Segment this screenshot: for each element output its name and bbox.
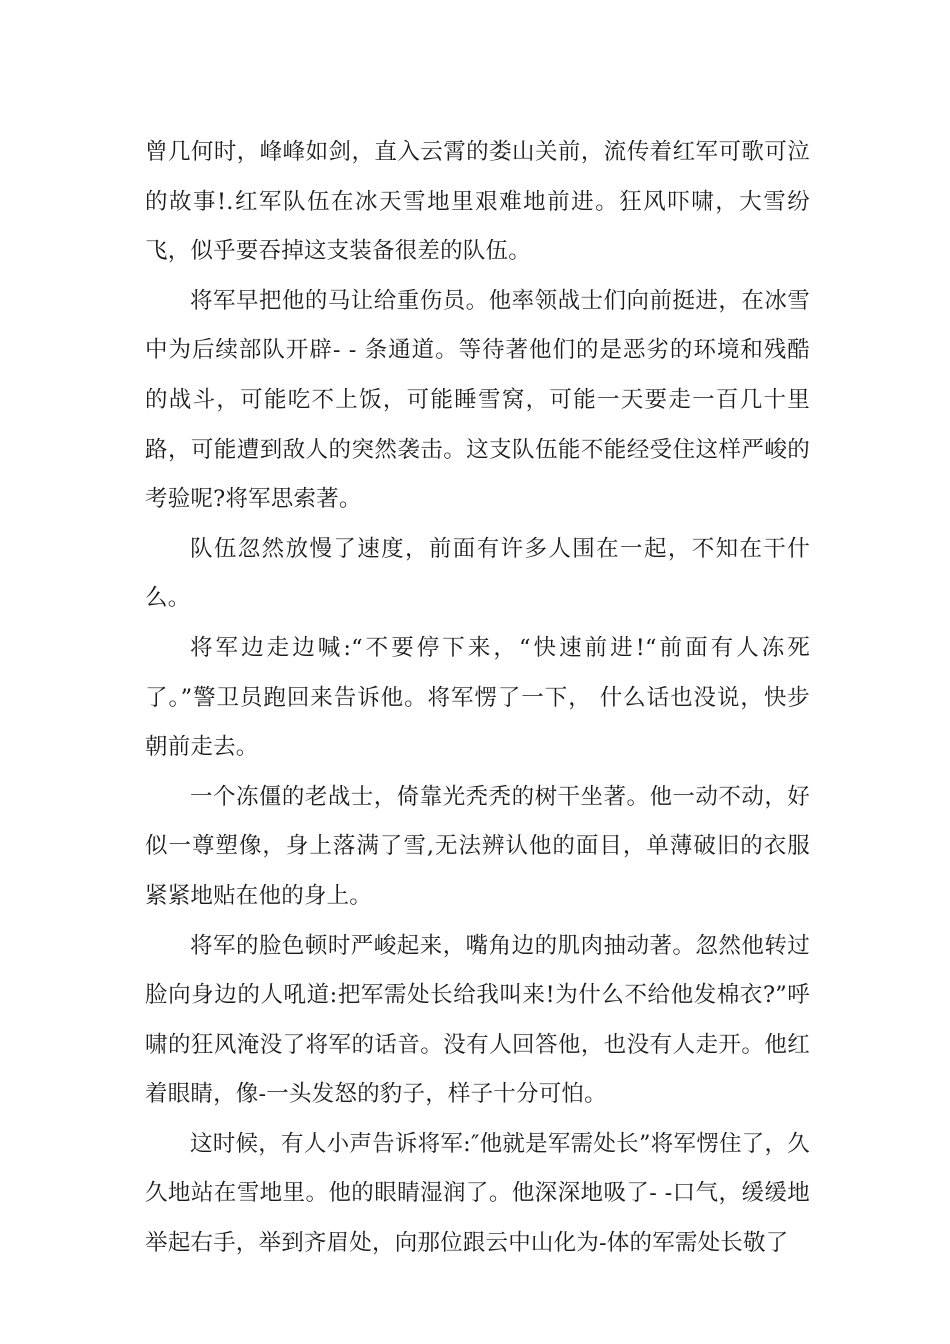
- paragraph-1: 曾几何时，峰峰如剑，直入云霄的娄山关前，流传着红军可歌可泣的故事!.红军队伍在冰天雪地里艰难地前进。狂风吓啸，大雪纷飞，似乎要吞掉这支装备很差的队伍。: [145, 139, 810, 265]
- document-body: [145, 128, 810, 1269]
- paragraph-7: 这时候，有人小声告诉将军:″他就是军需处长”将军愣住了，久久地站在雪地里。他的眼睛湿润了。他深深地吸了- -口气，缓缓地举起右手，举到齐眉处，向那位跟云中山化为-体的军需处长敬了: [145, 1130, 810, 1257]
- paragraph-2: 将军早把他的马让给重伤员。他率领战士们向前挺进，在冰雪中为后续部队开辟- - 条通道。等待著他们的是恶劣的环境和残酷的战斗，可能吃不上饭，可能睡雪窝，可能一天要走一百几十里路，可能遭到敌人的突然袭击。这支队伍能不能经受住这样严峻的考验呢?将军思索著。: [145, 287, 810, 513]
- paragraph-4: 将军边走边喊:“不要停下来，“快速前进!“前面有人冻死了。”警卫员跑回来告诉他。将军愣了一下， 什么话也没说，快步朝前走去。: [145, 634, 811, 761]
- paragraph-5: 一个冻僵的老战士，倚靠光秃秃的树干坐著。他一动不动，好似一尊塑像，身上落满了雪,无法辨认他的面目，单薄破旧的衣服紧紧地贴在他的身上。: [145, 783, 810, 909]
- paragraph-6: 将军的脸色顿时严峻起来，嘴角边的肌肉抽动著。忽然他转过脸向身边的人吼道:把军需处长给我叫来!为什么不给他发棉衣?”呼啸的狂风淹没了将军的话音。没有人回答他，也没有人走开。他红着眼睛，像-一头发怒的豹子，样子十分可怕。: [145, 932, 810, 1108]
- paragraph-3: 队伍忽然放慢了速度，前面有许多人围在一起，不知在干什么。: [145, 535, 810, 612]
